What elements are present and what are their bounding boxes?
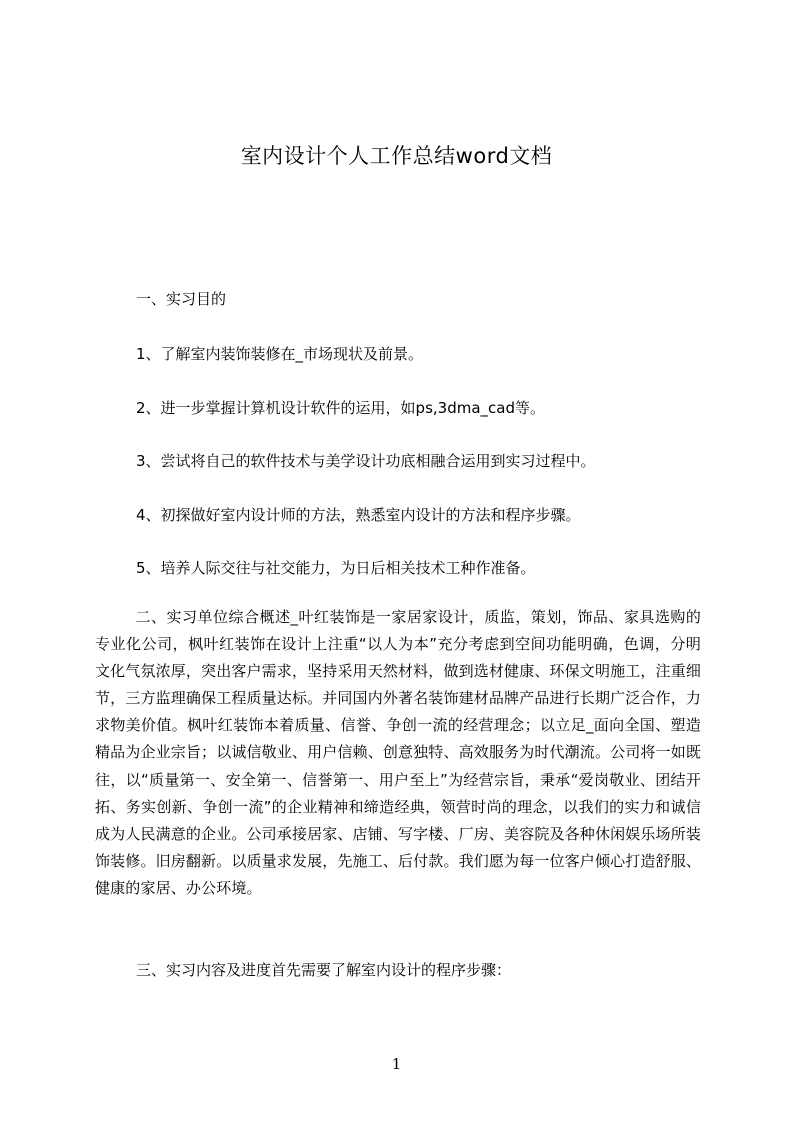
list-item: 5、培养人际交往与社交能力，为日后相关技术工种作准备。 bbox=[136, 559, 536, 577]
list-item: 4、初探做好室内设计师的方法，熟悉室内设计的方法和程序步骤。 bbox=[136, 506, 581, 524]
list-item: 1、了解室内装饰装修在_市场现状及前景。 bbox=[136, 345, 424, 363]
page-number: 1 bbox=[391, 1055, 402, 1073]
section-heading-purpose: 一、实习目的 bbox=[136, 290, 227, 308]
list-item: 2、进一步掌握计算机设计软件的运用，如ps,3dma_cad等。 bbox=[136, 399, 545, 417]
document-title: 室内设计个人工作总结word文档 bbox=[240, 144, 553, 168]
company-overview-paragraph: 二、实习单位综合概述_叶红装饰是一家居家设计，质监，策划，饰品、家具选购的专业化公司，枫叶红装饰在设计上注重“以人为本”充分考虑到空间功能明确，色调，分明文化气氛浓厚，突出客户需求，坚持采用天然材料，做到选材健康、环保文明施工，注重细节，三方监理确保工程质量达标。并同国内外著名装饰建材品牌产品进行长期广泛合作，力求物美价值。枫叶红装饰本着质量、信誉、争创一流的经营理念；以立足_面向全国、塑造精品为企业宗旨；以诚信敬业、用户信赖、创意独特、高效服务为时代潮流。公司将一如既往，以“质量第一、安全第一、信誉第一、用户至上”为经营宗旨，秉承“爱岗敬业、团结开拓、务实创新、争创一流”的企业精神和缔造经典，领营时尚的理念，以我们的实力和诚信成为人民满意的企业。公司承接居家、店铺、写字楼、厂房、美容院及各种休闲娱乐场所装饰装修。旧房翻新。以质量求发展，先施工、后付款。我们愿为每一位客户倾心打造舒服、健康的家居、办公环境。 bbox=[95, 608, 702, 897]
list-item: 3、尝试将自己的软件技术与美学设计功底相融合运用到实习过程中。 bbox=[136, 452, 596, 470]
section-heading-content: 三、实习内容及进度首先需要了解室内设计的程序步骤： bbox=[136, 961, 512, 979]
